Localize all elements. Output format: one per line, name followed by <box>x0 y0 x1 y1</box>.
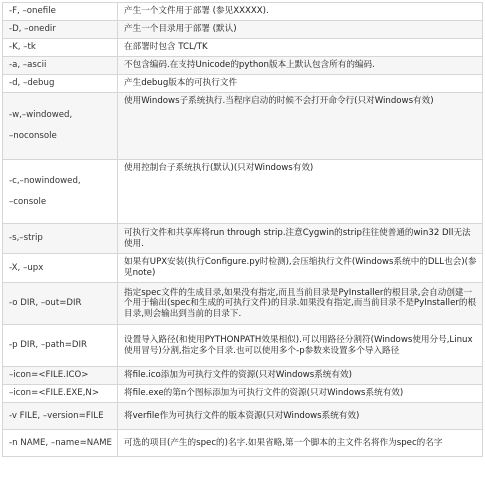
option-cell: -s,–strip <box>3 224 118 254</box>
option-cell: -K, –tk <box>3 39 118 57</box>
description-cell: 将verfile作为可执行文件的版本资源(只对Windows系统有效) <box>118 403 483 430</box>
description-cell: 将file.exe的第n个图标添加为可执行文件的资源(只对Windows系统有效) <box>118 385 483 403</box>
table-row <box>3 325 483 367</box>
table-row <box>3 75 483 93</box>
description-cell: 使用控制台子系统执行(默认)(只对Windows有效) <box>118 160 483 224</box>
table-row <box>3 283 483 325</box>
option-cell: –icon=<FILE.ICO> <box>3 367 118 385</box>
description-cell: 设置导入路径(和使用PYTHONPATH效果相似).可以用路径分割符(Windows使用分号,Linux使用冒号)分割,指定多个目录.也可以使用多个-p参数来设置多个导入路径 <box>118 325 483 367</box>
option-cell: -d, –debug <box>3 75 118 93</box>
option-cell: –icon=<FILE.EXE,N> <box>3 385 118 403</box>
option-cell: -F, –onefile <box>3 3 118 21</box>
description-cell: 在部署时包含 TCL/TK <box>118 39 483 57</box>
description-cell: 不包含编码.在支持Unicode的python版本上默认包含所有的编码. <box>118 57 483 75</box>
table-row <box>3 57 483 75</box>
table-row <box>3 39 483 57</box>
description-cell: 产生一个文件用于部署 (参见XXXXX). <box>118 3 483 21</box>
option-cell: -X, –upx <box>3 254 118 283</box>
option-cell: -n NAME, –name=NAME <box>3 430 118 457</box>
option-cell: -D, –onedir <box>3 21 118 39</box>
table-row <box>3 224 483 254</box>
table-row <box>3 385 483 403</box>
description-cell: 指定spec文件的生成目录,如果没有指定,而且当前目录是PyInstaller的根目录,会自动创建一个用于输出(spec和生成的可执行文件)的目录.如果没有指定,而当前目录不是PyInstaller的根目录,则会输出到当前的目录下. <box>118 283 483 325</box>
description-cell: 使用Windows子系统执行.当程序启动的时候不会打开命令行(只对Windows有效) <box>118 93 483 160</box>
table-row <box>3 21 483 39</box>
table-row <box>3 403 483 430</box>
option-cell: -w,–windowed, –noconsole <box>3 93 118 160</box>
table-row <box>3 367 483 385</box>
description-cell: 如果有UPX安装(执行Configure.py时检测),会压缩执行文件(Windows系统中的DLL也会)(参见note) <box>118 254 483 283</box>
description-cell: 产生debug版本的可执行文件 <box>118 75 483 93</box>
description-cell: 将file.ico添加为可执行文件的资源(只对Windows系统有效) <box>118 367 483 385</box>
description-cell: 可执行文件和共享库将run through strip.注意Cygwin的strip往往使普通的win32 Dll无法使用. <box>118 224 483 254</box>
option-cell: -p DIR, –path=DIR <box>3 325 118 367</box>
table-row <box>3 93 483 160</box>
description-cell: 可选的项目(产生的spec的)名字.如果省略,第一个脚本的主文件名将作为spec的名字 <box>118 430 483 457</box>
option-cell: -v FILE, –version=FILE <box>3 403 118 430</box>
options-table <box>2 2 483 457</box>
option-cell: -c,–nowindowed, –console <box>3 160 118 224</box>
description-cell: 产生一个目录用于部署 (默认) <box>118 21 483 39</box>
table-row <box>3 254 483 283</box>
table-row <box>3 3 483 21</box>
table-row <box>3 160 483 224</box>
option-cell: -o DIR, –out=DIR <box>3 283 118 325</box>
table-row <box>3 430 483 457</box>
option-cell: -a, –ascii <box>3 57 118 75</box>
